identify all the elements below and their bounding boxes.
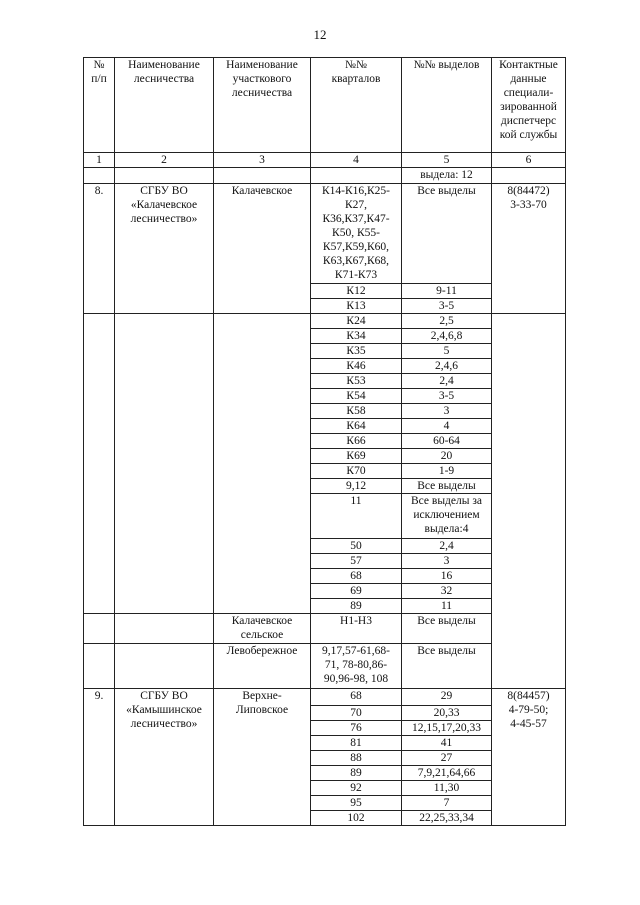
plots-cell: 3-5 — [402, 299, 492, 314]
col-number-cell: 5 — [402, 153, 492, 168]
quarters-cell: 57 — [311, 554, 402, 569]
plots-cell: 1-9 — [402, 464, 492, 479]
quarters-cell: 9,17,57-61,68- 71, 78-80,86- 90,96-98, 108 — [311, 644, 402, 689]
carryover-cell: выдела: 12 — [402, 168, 492, 184]
quarters-cell: 50 — [311, 539, 402, 554]
table-cell — [84, 168, 115, 184]
plots-cell: 2,5 — [402, 314, 492, 329]
section-9-main-row — [84, 689, 566, 706]
quarters-cell: К54 — [311, 389, 402, 404]
plots-cell: 41 — [402, 736, 492, 751]
plots-cell: 7 — [402, 796, 492, 811]
plots-cell: 3-5 — [402, 389, 492, 404]
quarters-cell: 9,12 — [311, 479, 402, 494]
table-cell — [115, 314, 214, 614]
quarters-cell: 68 — [311, 689, 402, 706]
header-contacts: Контактные данные специали- зированной диспетчерс кой службы — [492, 58, 566, 153]
col-number-cell: 1 — [84, 153, 115, 168]
plots-cell: Все выделы — [402, 479, 492, 494]
plots-cell: 12,15,17,20,33 — [402, 721, 492, 736]
quarters-cell: К12 — [311, 284, 402, 299]
section-8-main-row — [84, 184, 566, 284]
quarters-cell: 11 — [311, 494, 402, 539]
table-cell — [492, 168, 566, 184]
table-cell — [84, 314, 115, 614]
col-number-cell: 6 — [492, 153, 566, 168]
plots-cell: 60-64 — [402, 434, 492, 449]
plots-cell: 9-11 — [402, 284, 492, 299]
table-cell — [115, 614, 214, 644]
plots-cell: 3 — [402, 554, 492, 569]
plots-cell: 2,4,6,8 — [402, 329, 492, 344]
quarters-cell: К53 — [311, 374, 402, 389]
quarters-cell: К66 — [311, 434, 402, 449]
table-cell — [214, 168, 311, 184]
plots-cell: 32 — [402, 584, 492, 599]
quarters-cell: 69 — [311, 584, 402, 599]
quarters-cell: Н1-Н3 — [311, 614, 402, 644]
quarters-cell: К58 — [311, 404, 402, 419]
plots-cell: Все выделы — [402, 644, 492, 689]
col-number-row — [84, 153, 566, 168]
district-name: Верхне- Липовское — [214, 689, 311, 826]
plots-cell: 11,30 — [402, 781, 492, 796]
table-cell — [214, 314, 311, 614]
table-cell — [311, 168, 402, 184]
forestry-name: СГБУ ВО «Калачевское лесничество» — [115, 184, 214, 314]
quarters-cell: К70 — [311, 464, 402, 479]
header-row — [84, 58, 566, 153]
district-name: Калачевское — [214, 184, 311, 314]
quarters-cell: К24 — [311, 314, 402, 329]
quarters-cell: 95 — [311, 796, 402, 811]
col-number-cell: 3 — [214, 153, 311, 168]
quarters-cell: К13 — [311, 299, 402, 314]
plots-cell: 20 — [402, 449, 492, 464]
contact-cell: 8(84457) 4-79-50; 4-45-57 — [492, 689, 566, 826]
quarters-cell: 102 — [311, 811, 402, 826]
plots-cell: 16 — [402, 569, 492, 584]
plots-cell: 27 — [402, 751, 492, 766]
header-num: № п/п — [84, 58, 115, 153]
plots-cell: 2,4,6 — [402, 359, 492, 374]
plots-cell: 5 — [402, 344, 492, 359]
quarters-cell: 92 — [311, 781, 402, 796]
quarters-cell: К35 — [311, 344, 402, 359]
forestry-name: СГБУ ВО «Камышинское лесничество» — [115, 689, 214, 826]
row-num: 9. — [84, 689, 115, 826]
quarters-cell: 89 — [311, 599, 402, 614]
quarters-cell: 88 — [311, 751, 402, 766]
table-row — [84, 314, 566, 329]
forestry-table — [83, 57, 566, 826]
plots-cell: Все выделы — [402, 614, 492, 644]
plots-cell: 4 — [402, 419, 492, 434]
col-number-cell: 4 — [311, 153, 402, 168]
quarters-cell: 89 — [311, 766, 402, 781]
district-name: Левобережное — [214, 644, 311, 689]
plots-cell: 2,4 — [402, 374, 492, 389]
table-cell — [492, 314, 566, 689]
header-forestry: Наименование лесничества — [115, 58, 214, 153]
plots-cell: 7,9,21,64,66 — [402, 766, 492, 781]
table-cell — [84, 614, 115, 644]
quarters-cell: К69 — [311, 449, 402, 464]
quarters-cell: К64 — [311, 419, 402, 434]
table-cell — [84, 644, 115, 689]
page-number: 12 — [313, 27, 327, 42]
header-plots: №№ выделов — [402, 58, 492, 153]
table-cell — [115, 644, 214, 689]
quarters-cell: 70 — [311, 706, 402, 721]
header-district: Наименование участкового лесничества — [214, 58, 311, 153]
plots-cell: Все выделы — [402, 184, 492, 284]
header-quarters: №№ кварталов — [311, 58, 402, 153]
plots-cell: 20,33 — [402, 706, 492, 721]
row-num: 8. — [84, 184, 115, 314]
plots-cell: 22,25,33,34 — [402, 811, 492, 826]
plots-cell: 3 — [402, 404, 492, 419]
quarters-cell: 81 — [311, 736, 402, 751]
district-name: Калачевское сельское — [214, 614, 311, 644]
plots-cell: Все выделы за исключением выдела:4 — [402, 494, 492, 539]
plots-cell: 29 — [402, 689, 492, 706]
contact-cell: 8(84472) 3-33-70 — [492, 184, 566, 314]
quarters-cell: 68 — [311, 569, 402, 584]
carryover-row — [84, 168, 566, 184]
table-cell — [115, 168, 214, 184]
plots-cell: 11 — [402, 599, 492, 614]
quarters-cell: 76 — [311, 721, 402, 736]
quarters-cell: К46 — [311, 359, 402, 374]
quarters-cell: К14-К16,К25- К27, К36,К37,К47- К50, К55- К57,К59,К60, К63,К67,К68, К71-К73 — [311, 184, 402, 284]
quarters-cell: К34 — [311, 329, 402, 344]
col-number-cell: 2 — [115, 153, 214, 168]
plots-cell: 2,4 — [402, 539, 492, 554]
